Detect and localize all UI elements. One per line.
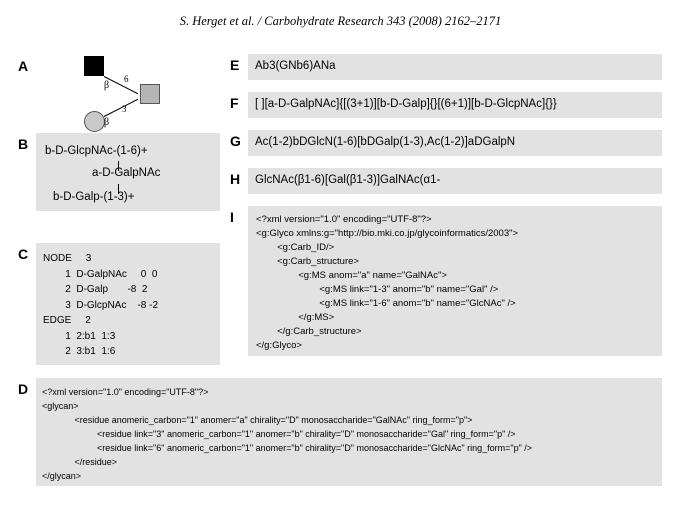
panel-i-line-8: </g:MS> — [256, 312, 335, 323]
running-head: S. Herget et al. / Carbohydrate Research 343 (2008) 2162–2171 — [179, 14, 502, 28]
panel-c-line-7: 2 3:b1 1:6 — [43, 346, 116, 357]
panel-i-block — [248, 206, 662, 356]
panel-letter-c: C — [18, 246, 29, 262]
panel-b-line-1: b-D-GlcpNAc-(1-6)+ — [45, 145, 148, 157]
panel-letter-g: G — [230, 133, 241, 149]
panel-i-line-5: <g:MS anom="a" name="GalNAc"> — [256, 270, 447, 281]
panel-c-line-2: 1 D-GalpNAc 0 0 — [43, 268, 158, 280]
panel-b-line-3: b-D-Galp-(1-3)+ — [53, 191, 135, 203]
panel-d-block — [36, 378, 662, 486]
panel-b-block — [36, 133, 220, 211]
glycan-link-lower — [104, 99, 138, 117]
panel-i-line-1: <?xml version="1.0" encoding="UTF-8"?> — [256, 214, 432, 225]
panel-letter-f: F — [230, 95, 239, 111]
panel-i-line-7: <g:MS link="1-6" anom="b" name="GlcNAc" /> — [256, 298, 516, 309]
label-beta-lower: β — [104, 117, 110, 128]
panel-i-line-9: </g:Carb_structure> — [256, 326, 362, 337]
panel-i-line-10: </g:Glyco> — [256, 340, 302, 351]
panel-letter-h: H — [230, 171, 241, 187]
panel-letter-d: D — [18, 381, 29, 397]
panel-d-line-6: </residue> — [42, 457, 118, 467]
panel-letter-e: E — [230, 57, 240, 73]
panel-d-line-7: </glycan> — [42, 471, 82, 481]
glycan-symbol-gray-square — [140, 84, 160, 104]
glycan-symbol-black-square — [84, 56, 104, 76]
panel-b-line-2: a-D-GalpNAc — [92, 167, 161, 179]
panel-d-line-1: <?xml version="1.0" encoding="UTF-8"?> — [42, 387, 209, 397]
panel-g-text: Ac(1-2)bDGlcN(1-6)[bDGalp(1-3),Ac(1-2)]aDGalpN — [255, 136, 516, 148]
panel-letter-b: B — [18, 136, 29, 152]
panel-c-line-4: 3 D-GlcpNAc -8 -2 — [43, 299, 159, 311]
panel-i-line-4: <g:Carb_structure> — [256, 256, 359, 267]
label-beta-upper: β — [104, 80, 110, 91]
panel-d-line-2: <glycan> — [42, 401, 79, 411]
panel-d-line-3: <residue anomeric_carbon="1" anomer="a" chirality="D" monosaccharide="GalNAc" ring_form="p"> — [42, 415, 473, 425]
panel-h-text: GlcNAc(β1-6)[Gal(β1-3)]GalNAc(α1- — [255, 174, 441, 186]
panel-c-line-3: 2 D-Galp -8 2 — [43, 284, 148, 295]
panel-d-line-5: <residue link="6" anomeric_carbon="1" anomer="b" chirality="D" monosaccharide="GlcNAc" ring_form="p" /> — [42, 443, 533, 453]
panel-i-line-2: <g:Glyco xmlns:g="http://bio.mki.co.jp/glycoinformatics/2003"> — [256, 228, 519, 239]
panel-d-line-4: <residue link="3" anomeric_carbon="1" anomer="b" chirality="D" monosaccharide="Gal" ring_form="p" /> — [42, 429, 516, 439]
glycan-symbol-circle — [84, 111, 105, 132]
panel-i-line-6: <g:MS link="1-3" anom="b" name="Gal" /> — [256, 284, 499, 295]
panel-letter-i: I — [230, 209, 234, 225]
panel-f-text: [ ][a-D-GalpNAc]{[(3+1)][b-D-Galp]{}[(6+1)][b-D-GlcpNAc]{}} — [255, 98, 557, 110]
panel-i-line-3: <g:Carb_ID/> — [256, 242, 335, 253]
panel-c-line-5: EDGE 2 — [43, 315, 91, 326]
label-three: 3 — [122, 104, 127, 114]
panel-c-block — [36, 243, 220, 365]
panel-h-block — [248, 168, 662, 194]
panel-e-block — [248, 54, 662, 80]
panel-c-line-1: NODE 3 — [43, 253, 92, 264]
panel-g-block — [248, 130, 662, 156]
panel-c-line-6: 1 2:b1 1:3 — [43, 330, 116, 342]
panel-letter-a: A — [18, 58, 29, 74]
panel-f-block — [248, 92, 662, 118]
panel-e-text: Ab3(GNb6)ANa — [255, 60, 336, 72]
label-six: 6 — [124, 74, 129, 84]
